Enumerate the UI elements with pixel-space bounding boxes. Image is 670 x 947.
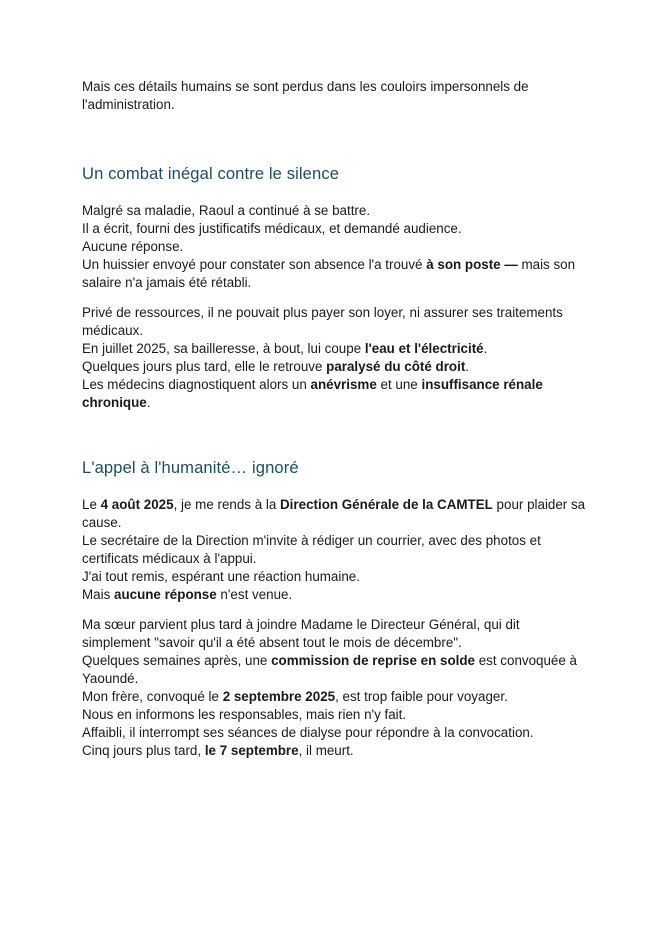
text-run: Le xyxy=(82,497,101,512)
text-run: Mais xyxy=(82,587,114,602)
text-run: Cinq jours plus tard, xyxy=(82,743,205,758)
text-line: salaire n'a jamais été rétabli. xyxy=(82,275,252,290)
emphasis-text: commission de reprise en solde xyxy=(271,653,475,668)
text-run: , je me rends à la xyxy=(173,497,281,512)
text-run: Les médecins diagnostiquent alors un xyxy=(82,377,311,392)
section2-paragraph-1 xyxy=(82,496,585,604)
text-line: Yaoundé. xyxy=(82,671,139,686)
emphasis-text: insuffisance rénale xyxy=(421,377,543,392)
text-run: , il meurt. xyxy=(298,743,354,758)
text-run: n'est venue. xyxy=(216,587,293,602)
text-run: En juillet 2025, sa bailleresse, à bout, lui coupe xyxy=(82,341,365,356)
text-line xyxy=(82,742,577,760)
text-run: Quelques semaines après, une xyxy=(82,653,272,668)
text-run: et une xyxy=(376,377,422,392)
text-line: Le secrétaire de la Direction m'invite à rédiger un courrier, avec des photos et xyxy=(82,533,541,548)
emphasis-text: anévrisme xyxy=(310,377,377,392)
section1-paragraph-1 xyxy=(82,202,575,292)
text-line xyxy=(82,256,575,274)
section2-paragraph-2 xyxy=(82,616,577,760)
text-run: est convoquée à xyxy=(475,653,577,668)
emphasis-text: à son poste — xyxy=(426,257,518,272)
text-run: . xyxy=(146,395,151,410)
text-line: cause. xyxy=(82,515,122,530)
text-line: Affaibli, il interrompt ses séances de dialyse pour répondre à la convocation. xyxy=(82,725,534,740)
section1-paragraph-2 xyxy=(82,304,563,412)
emphasis-text: le 7 septembre xyxy=(204,743,299,758)
text-line: médicaux. xyxy=(82,323,144,338)
text-line xyxy=(82,394,563,412)
emphasis-text: 2 septembre 2025 xyxy=(222,689,336,704)
text-line xyxy=(82,586,585,604)
text-line xyxy=(82,688,577,706)
text-run: . xyxy=(483,341,488,356)
text-line: simplement "savoir qu'il a été absent tout le mois de décembre". xyxy=(82,635,462,650)
text-run: Mon frère, convoqué le xyxy=(82,689,223,704)
text-run: , est trop faible pour voyager. xyxy=(335,689,508,704)
text-run: Quelques jours plus tard, elle le retrouve xyxy=(82,359,327,374)
text-line: Privé de ressources, il ne pouvait plus payer son loyer, ni assurer ses traitements xyxy=(82,305,563,320)
section-heading-appel: L'appel à l'humanité… ignoré xyxy=(82,458,299,477)
text-line xyxy=(82,376,563,394)
emphasis-text: 4 août 2025 xyxy=(100,497,174,512)
text-line: Malgré sa maladie, Raoul a continué à se battre. xyxy=(82,203,371,218)
emphasis-text: paralysé du côté droit xyxy=(326,359,466,374)
text-run: mais son xyxy=(517,257,576,272)
section-heading-combat: Un combat inégal contre le silence xyxy=(82,164,340,183)
emphasis-text: aucune réponse xyxy=(114,587,217,602)
intro-paragraph xyxy=(82,78,529,114)
text-line: J'ai tout remis, espérant une réaction humaine. xyxy=(82,569,360,584)
emphasis-text: Direction Générale de la CAMTEL xyxy=(280,497,493,512)
text-line xyxy=(82,340,563,358)
text-line: Ma sœur parvient plus tard à joindre Madame le Directeur Général, qui dit xyxy=(82,617,520,632)
text-line xyxy=(82,652,577,670)
text-line: Nous en informons les responsables, mais rien n'y fait. xyxy=(82,707,407,722)
emphasis-text: l'eau et l'électricité xyxy=(364,341,484,356)
text-run: Un huissier envoyé pour constater son absence l'a trouvé xyxy=(82,257,427,272)
emphasis-text: chronique xyxy=(82,395,147,410)
text-run: pour plaider sa xyxy=(492,497,586,512)
text-run: . xyxy=(465,359,470,374)
text-line: Il a écrit, fourni des justificatifs médicaux, et demandé audience. xyxy=(82,221,462,236)
text-line xyxy=(82,496,585,514)
text-line: l'administration. xyxy=(82,97,175,112)
text-line xyxy=(82,358,563,376)
text-line: Mais ces détails humains se sont perdus dans les couloirs impersonnels de xyxy=(82,79,529,94)
text-line: Aucune réponse. xyxy=(82,239,184,254)
text-line: certificats médicaux à l'appui. xyxy=(82,551,257,566)
